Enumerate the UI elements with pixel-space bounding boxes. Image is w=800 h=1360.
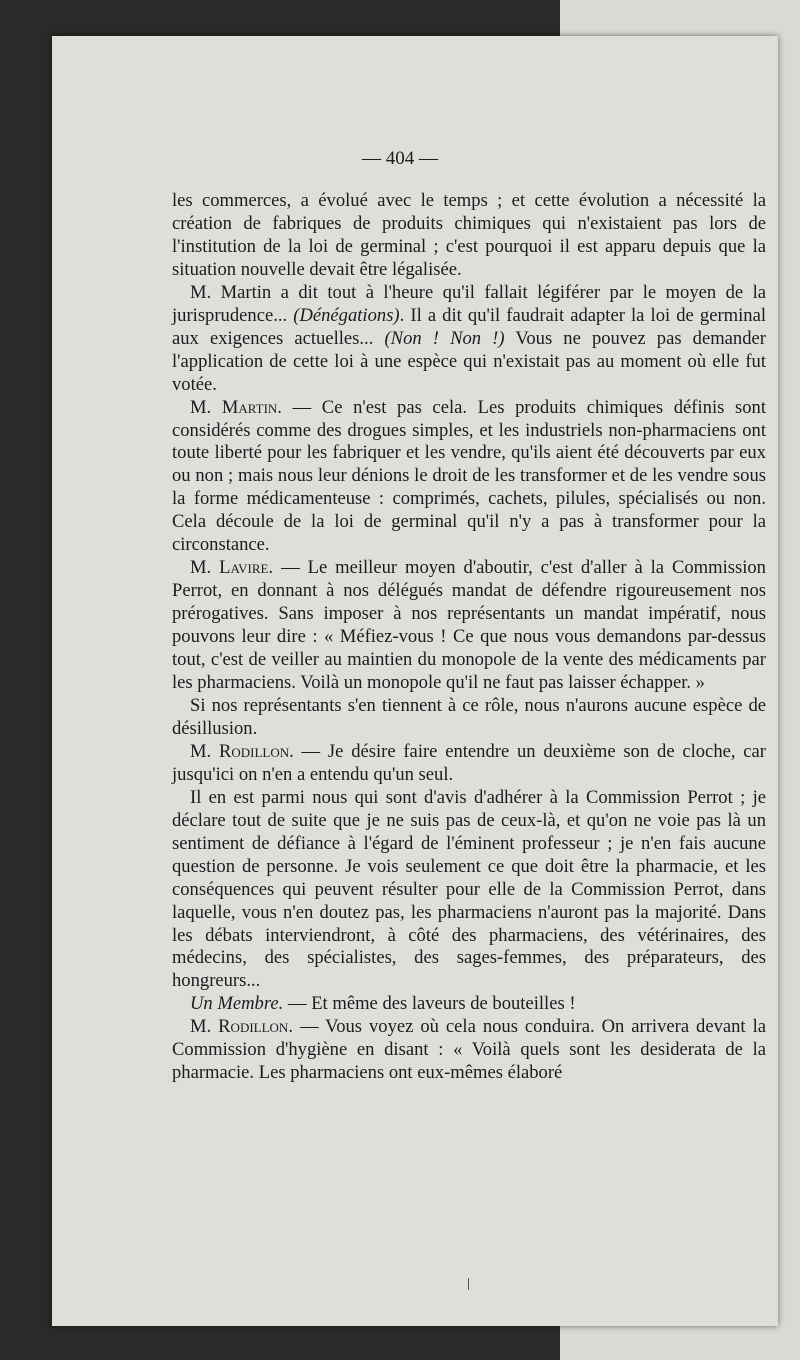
speaker-name: Un Membre. bbox=[190, 993, 284, 1015]
paragraph bbox=[172, 741, 766, 787]
paragraph-text: — Et même des laveurs de bouteilles ! bbox=[283, 993, 576, 1015]
paragraph-text: les commerces, a évolué avec le temps ; et cette évolution a nécessité la création de fabriques de produits chimiques qui n'existaient pas lors de l'institution de la loi de germinal ; c'est pourquoi il est apparu depuis que la situation nouvelle devait être légalisée. bbox=[172, 190, 766, 280]
paragraph-text: Si nos représentants s'en tiennent à ce rôle, nous n'aurons aucune espèce de désillusion. bbox=[172, 694, 766, 739]
speaker-name: M. Lavire. bbox=[190, 557, 274, 579]
paragraph bbox=[172, 787, 766, 994]
paragraph-text: — Le meilleur moyen d'aboutir, c'est d'aller à la Commission Perrot, en donnant à nos délégués mandat de défendre rigoureusement nos prérogatives. Sans imposer à nos représentants un mandat impératif, nous pouvons leur dire : « Méfiez-vous ! Ce que nous vous demandons par-dessus tout, c'est de veiller au maintien du monopole de la vente des médicaments par les pharmaciens. Voilà un monopole qu'il ne faut pas laisser échapper. » bbox=[172, 557, 766, 694]
page-number: — 404 — bbox=[362, 148, 438, 169]
margin-mark bbox=[468, 1278, 469, 1290]
paragraph bbox=[172, 1016, 766, 1085]
paragraph-text: — Vous voyez où cela nous conduira. On arrivera devant la Commission d'hygiène en disant : « Voilà quels sont les desiderata de la pharmacie. Les pharmaciens ont eux-mêmes élaboré bbox=[172, 1016, 766, 1084]
speaker-name: M. Rodillon. bbox=[190, 740, 294, 762]
paragraph-text: . Il a dit qu'il faudrait adapter la loi de germinal aux exigences actuelles... bbox=[172, 304, 766, 349]
paragraph bbox=[172, 190, 766, 282]
paragraph bbox=[172, 282, 766, 397]
paragraph-text: Vous ne pouvez pas demander l'application de cette loi à une espèce qui n'existait pas au moment où elle fut votée. bbox=[172, 327, 766, 395]
paragraph-text: M. Martin a dit tout à l'heure qu'il fallait légiférer par le moyen de la jurisprudence... bbox=[172, 281, 766, 326]
paragraph-text: — Ce n'est pas cela. Les produits chimiques définis sont considérés comme des drogues simples, et les industriels non-pharmaciens ont toute liberté pour les fabriquer et les vendre, qu'ils aient été découverts par eux ou non ; mais nous leur dénions le droit de les transformer et de les vendre sous la forme médicamenteuse : comprimés, cachets, pilules, spécialisés ou non. Cela découle de la loi de germinal qu'il n'y a pas à transformer pour la circonstance. bbox=[172, 396, 766, 556]
paragraph bbox=[172, 993, 766, 1016]
speaker-name: M. Rodillon. bbox=[190, 1016, 293, 1038]
speaker-name: M. Martin. bbox=[190, 396, 282, 418]
paragraph bbox=[172, 695, 766, 741]
stage-direction: (Non ! Non !) bbox=[384, 327, 505, 349]
body-text bbox=[172, 190, 766, 1085]
paragraph-text: — Je désire faire entendre un deuxième son de cloche, car jusqu'ici on n'en a entendu qu'un seul. bbox=[172, 740, 766, 785]
stage-direction: (Dénégations) bbox=[293, 304, 400, 326]
paragraph-text: Il en est parmi nous qui sont d'avis d'adhérer à la Commission Perrot ; je déclare tout de suite que je ne suis pas de ceux-là, et qu'on ne voie pas là un sentiment de défiance à l'égard de l'éminent professeur ; je n'en fais aucune question de personne. Je vois seulement ce que doit être la pharmacie, et les conséquences qui peuvent résulter pour elle de la Commission Perrot, dans laquelle, vous n'en doutez pas, les pharmaciens n'auront pas la majorité. Dans les débats interviendront, à côté des pharmaciens, des vétérinaires, des médecins, des spécialistes, des sages-femmes, des préparateurs, des hongreurs... bbox=[172, 786, 766, 992]
paragraph bbox=[172, 397, 766, 558]
paragraph bbox=[172, 557, 766, 695]
